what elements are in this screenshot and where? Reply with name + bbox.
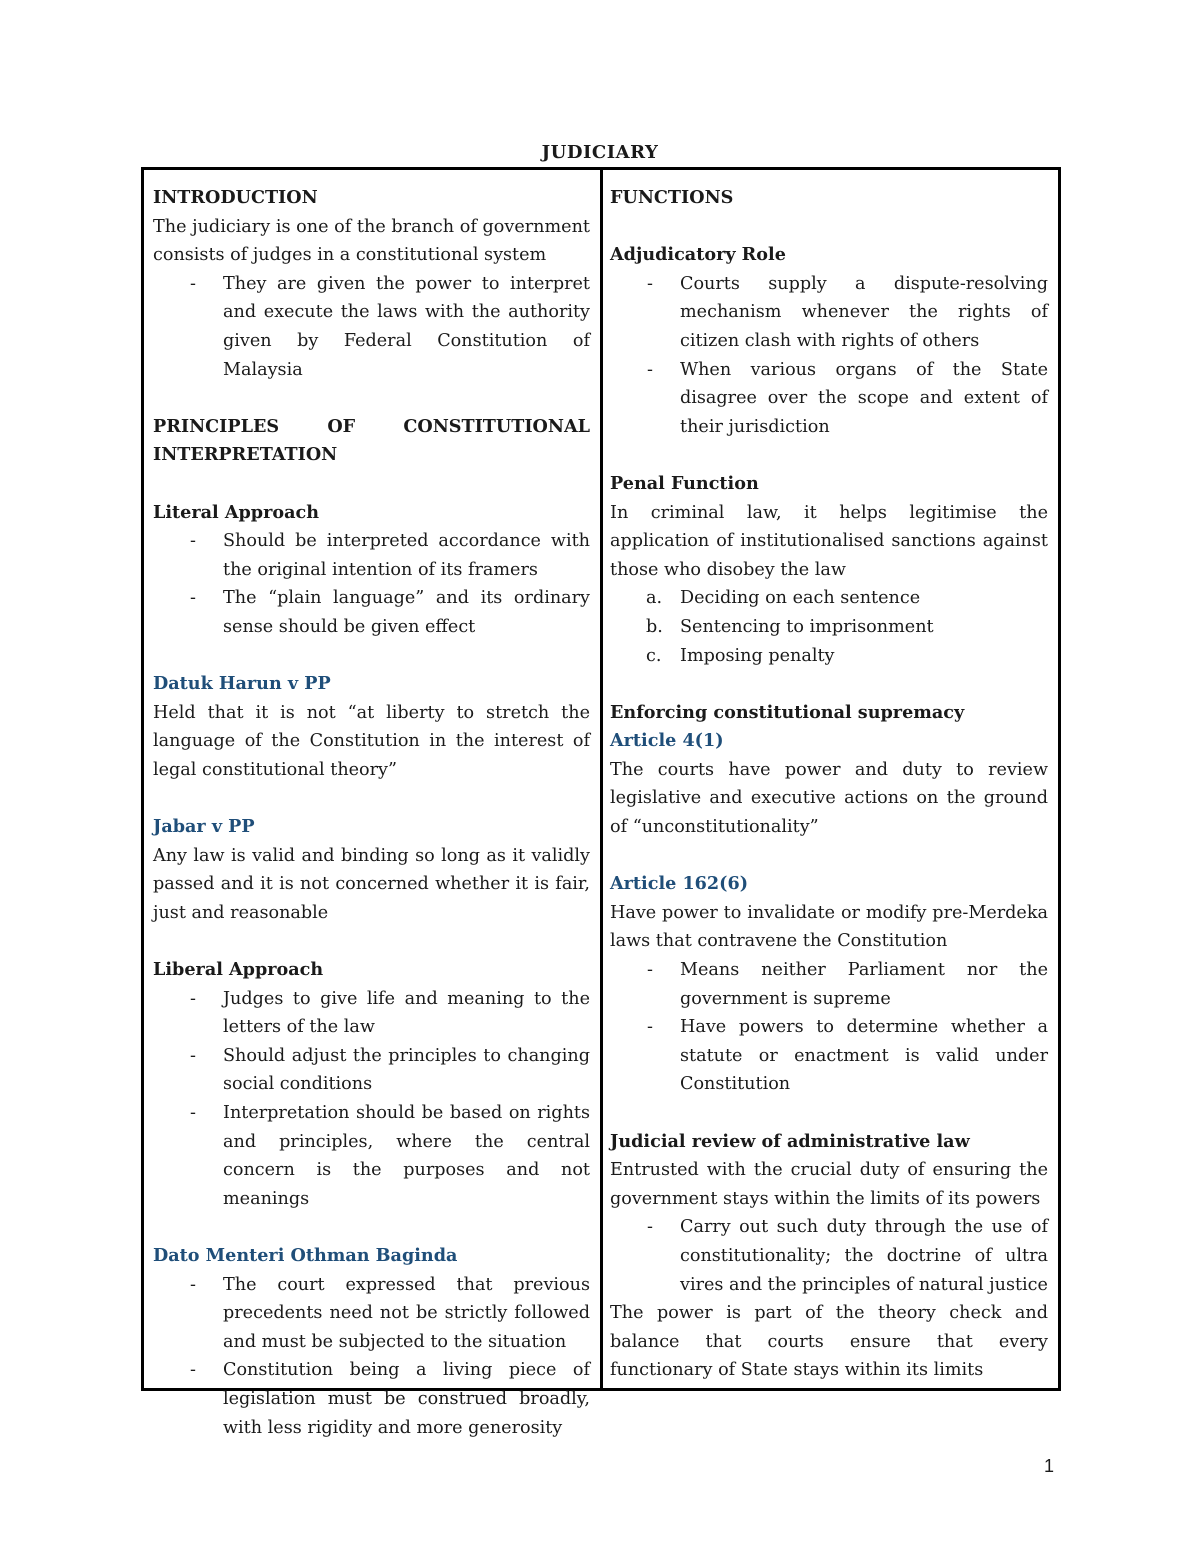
functions-heading: FUNCTIONS — [610, 187, 734, 208]
list-item-text: Imposing penalty — [680, 645, 835, 666]
list-marker: b. — [646, 616, 663, 637]
list-marker: a. — [646, 588, 663, 609]
penal-function-list — [610, 584, 1048, 670]
article-162-6-list — [610, 956, 1048, 1099]
list-item: - Carry out such duty through the use of constitutionality; the doctrine of ultra vires and the principles of natural justice — [610, 1213, 1048, 1299]
literal-approach-list — [153, 527, 590, 641]
case-jabar-text: Any law is valid and binding so long as it validly passed and it is not concerned whether it is fair, just and reasonable — [153, 845, 590, 923]
judicial-review-list — [610, 1213, 1048, 1299]
list-item-text: Sentencing to imprisonment — [680, 616, 934, 637]
enforcing-supremacy-heading: Enforcing constitutional supremacy — [610, 701, 965, 723]
list-item: - The court expressed that previous precedents need not be strictly followed and must be subjected to the situation — [153, 1271, 590, 1357]
list-item — [610, 613, 1048, 642]
list-item-text: Deciding on each sentence — [680, 588, 921, 609]
article-4-1-text: The courts have power and duty to review legislative and executive actions on the ground of “unconstitutionality” — [610, 759, 1048, 838]
penal-function-text: In criminal law, it helps legitimise the application of institutionalised sanctions against those who disobey the law — [610, 502, 1048, 580]
list-item: - Judges to give life and meaning to the letters of the law — [153, 985, 590, 1042]
article-162-6-title: Article 162(6) — [610, 873, 749, 895]
penal-function-heading: Penal Function — [610, 472, 759, 494]
introduction-list — [153, 270, 590, 384]
list-item — [610, 584, 1048, 613]
case-datuk-harun-title: Datuk Harun v PP — [153, 673, 331, 695]
list-item: - When various organs of the State disagree over the scope and extent of their jurisdiction — [610, 356, 1048, 442]
right-column — [603, 170, 1058, 1388]
two-column-table — [141, 167, 1061, 1438]
page-number: 1 — [1044, 1456, 1055, 1476]
list-item: - Should be interpreted accordance with the original intention of its framers — [153, 527, 590, 584]
judicial-review-text: Entrusted with the crucial duty of ensuring the government stays within the limits of its powers — [610, 1160, 1048, 1209]
judicial-review-heading: Judicial review of administrative law — [610, 1130, 970, 1152]
list-marker: c. — [646, 645, 662, 666]
list-item: - Have powers to determine whether a statute or enactment is valid under Constitution — [610, 1013, 1048, 1099]
document-title: JUDICIARY — [541, 142, 659, 163]
literal-approach-heading: Literal Approach — [153, 501, 320, 523]
list-item: - Should adjust the principles to changing social conditions — [153, 1042, 590, 1099]
case-jabar-title: Jabar v PP — [153, 816, 255, 838]
liberal-approach-heading: Liberal Approach — [153, 959, 324, 981]
principles-heading: PRINCIPLES OF CONSTITUTIONAL INTERPRETATION — [153, 415, 590, 466]
list-item: - Courts supply a dispute-resolving mechanism whenever the rights of citizen clash with rights of others — [610, 270, 1048, 356]
list-item — [610, 642, 1048, 671]
introduction-text: The judiciary is one of the branch of government consists of judges in a constitutional system — [153, 216, 590, 266]
case-othman-baginda-title: Dato Menteri Othman Baginda — [153, 1244, 458, 1266]
list-item: - Constitution being a living piece of legislation must be construed broadly, with less rigidity and more generosity — [153, 1356, 590, 1442]
article-4-1-title: Article 4(1) — [610, 730, 724, 752]
list-item: - Means neither Parliament nor the government is supreme — [610, 956, 1048, 1013]
case-othman-baginda-list — [153, 1271, 590, 1443]
liberal-approach-list — [153, 985, 590, 1214]
introduction-heading: INTRODUCTION — [153, 187, 318, 208]
list-item: - Interpretation should be based on rights and principles, where the central concern is the purposes and not meanings — [153, 1099, 590, 1213]
closing-text: The power is part of the theory check and balance that courts ensure that every functionary of State stays within its limits — [610, 1303, 1048, 1381]
adjudicatory-role-heading: Adjudicatory Role — [610, 244, 786, 266]
list-item: - The “plain language” and its ordinary sense should be given effect — [153, 584, 590, 641]
left-column — [144, 170, 603, 1438]
adjudicatory-role-list — [610, 270, 1048, 442]
article-162-6-text: Have power to invalidate or modify pre-Merdeka laws that contravene the Constitution — [610, 902, 1048, 952]
list-item: - They are given the power to interpret and execute the laws with the authority given by Federal Constitution of Malaysia — [153, 270, 590, 384]
case-datuk-harun-text: Held that it is not “at liberty to stretch the language of the Constitution in the interest of legal constitutional theory” — [153, 702, 590, 780]
